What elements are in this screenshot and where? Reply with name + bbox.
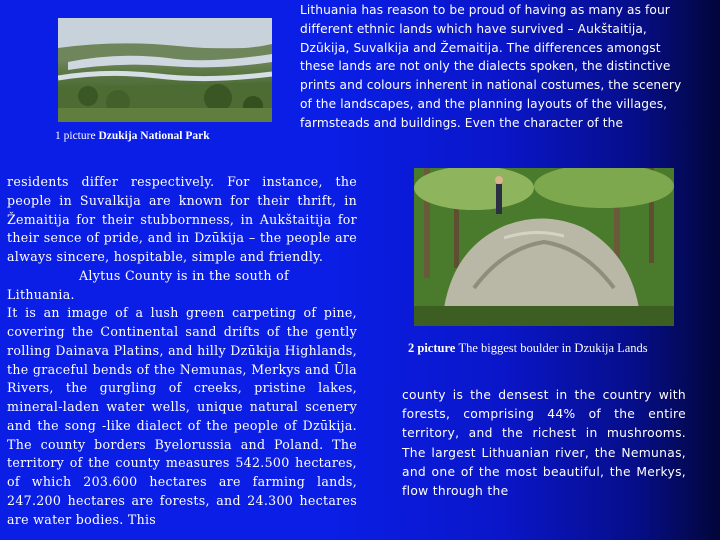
photo-caption-2: [408, 341, 648, 356]
left-paragraph-2: Alytus County is in the south of Lithuania.: [7, 267, 289, 302]
boulder-illustration: [414, 168, 674, 326]
left-column-text: [7, 173, 357, 529]
caption-2-title: The biggest boulder in Dzukija Lands: [458, 341, 648, 355]
caption-1-title: Dzukija National Park: [98, 130, 210, 142]
dzukija-national-park-photo: [58, 18, 272, 122]
left-paragraph-1: residents differ respectively. For instance, the people in Suvalkija are known for their thrift, in Žemaitija for their stubbornness, in Aukštaitija for their sence of pride, and in Dzūkija – the people are always sincere, hospitable, simple and friendly.: [7, 174, 357, 264]
left-paragraph-3: It is an image of a lush green carpeting of pine, covering the Continental sand drifts of the gently rolling Dainava Platins, and hilly Dzūkija Highlands, the graceful bends of the Nemunas, Merkys and Ūla Rivers, the gurgling of creeks, pristine lakes, mineral-laden water wells, unique natural scenery and the song -like dialect of the people of Dzūkija. The county borders Byelorussia and Poland. The territory of the county measures 542.500 hectares, of which 203.600 hectares are farming lands, 247.200 hectares are forests, and 24.300 hectares are water bodies. This: [7, 305, 357, 527]
photo-caption-1: [55, 130, 210, 142]
intro-paragraph: Lithuania has reason to be proud of having as many as four different ethnic lands which have survived – Aukštaitija, Dzūkija, Suvalkija and Žemaitija. The differences amongst these lands are not only the dialects spoken, the distinctive prints and colours inherent in national costumes, the scenery of the landscapes, and the planning layouts of the villages, farmsteads and buildings. Even the character of the: [300, 3, 682, 130]
caption-1-prefix: 1 picture: [55, 130, 99, 142]
boulder-photo: [414, 168, 674, 326]
right-column-text: county is the densest in the country with forests, comprising 44% of the entire territory, and the richest in mushrooms. The largest Lithuanian river, the Nemunas, and one of the most beautiful, the Merkys, flow through the: [402, 388, 686, 499]
river-landscape-illustration: [58, 18, 272, 122]
caption-2-prefix: 2 picture: [408, 341, 459, 355]
